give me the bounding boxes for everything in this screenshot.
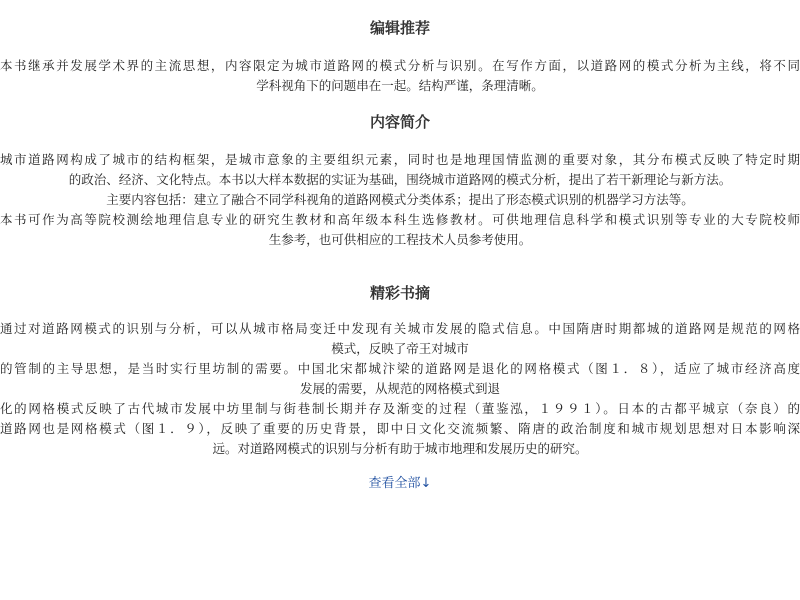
summary-title: 内容简介 [369, 113, 430, 131]
summary-line: 的政治、经济、文化特点。本书以大样本数据的实证为基础，围绕城市道路网的模式分析，提出了若干新理论与新方法。 [68, 172, 732, 187]
excerpt-title: 精彩书摘 [369, 284, 430, 302]
excerpt-line: 化的网格模式反映了古代城市发展中坊里制与街巷制长期并存及渐变的过程（董鉴泓，１９９１）。日本的古都平城京（奈良）的 [0, 401, 800, 416]
excerpt-line: 远。对道路网模式的识别与分析有助于城市地理和发展历史的研究。 [212, 441, 588, 456]
view-all-container [0, 474, 800, 494]
excerpt-line: 的管制的主导思想，是当时实行里坊制的需要。中国北宋都城汴梁的道路网是退化的网格模式（图１．８），适应了城市经济高度 [0, 361, 800, 376]
summary-text [0, 150, 800, 250]
summary-line: 城市道路网构成了城市的结构框架，是城市意象的主要组织元素，同时也是地理国情监测的重要对象，其分布模式反映了特定时期 [0, 152, 800, 167]
editor-recommendation-title: 编辑推荐 [369, 19, 430, 37]
editor-recommendation-line: 本书继承并发展学术界的主流思想，内容限定为城市道路网的模式分析与识别。在写作方面，以道路网的模式分析为主线，将不同 [0, 58, 800, 73]
summary-line: 本书可作为高等院校测绘地理信息专业的研究生教材和高年级本科生选修教材。可供地理信息科学和模式识别等专业的大专院校师 [0, 212, 800, 227]
excerpt-line: 模式，反映了帝王对城市 [331, 341, 469, 356]
excerpt-text [0, 319, 800, 459]
excerpt-line: 通过对道路网模式的识别与分析，可以从城市格局变迁中发现有关城市发展的隐式信息。中国隋唐时期都城的道路网是规范的网格 [0, 321, 800, 336]
summary-line: 主要内容包括：建立了融合不同学科视角的道路网模式分类体系；提出了形态模式识别的机器学习方法等。 [106, 192, 694, 207]
editor-recommendation-line: 学科视角下的问题串在一起。结构严谨，条理清晰。 [256, 78, 544, 93]
excerpt-line: 道路网也是网格模式（图１．９），反映了重要的历史背景，即中日文化交流频繁、隋唐的政治制度和城市规划思想对日本影响深 [0, 421, 800, 436]
view-all-link[interactable]: 查看全部↓ [368, 476, 432, 491]
editor-recommendation-text [0, 56, 800, 96]
excerpt-line: 发展的需要，从规范的网格模式到退 [299, 381, 500, 396]
summary-line: 生参考，也可供相应的工程技术人员参考使用。 [268, 232, 532, 247]
